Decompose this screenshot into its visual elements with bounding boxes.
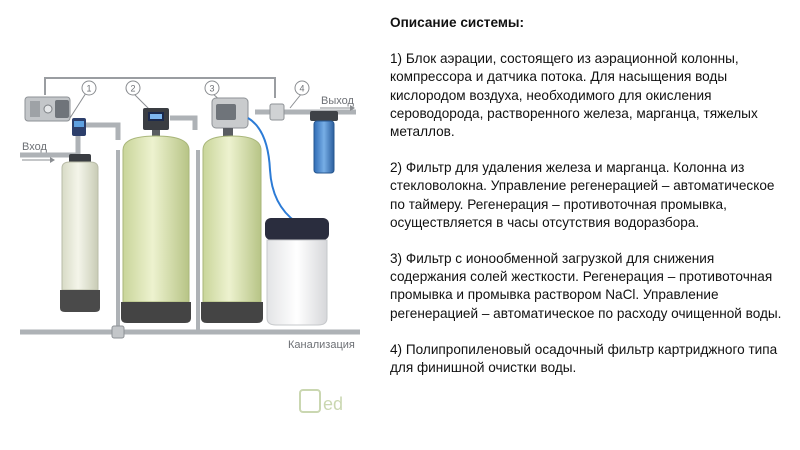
description-item-1: 1) Блок аэрации, состоящего из аэрационной колонны, компрессора и датчика потока. Для насыщения воды кислородом воздуха, необходимого для окисления сероводорода, растворенного железа, марганца, тяжелых металлов. bbox=[390, 51, 758, 140]
water-treatment-diagram bbox=[0, 0, 380, 450]
aeration-compressor bbox=[25, 97, 70, 121]
svg-text:ed: ed bbox=[323, 394, 344, 414]
inlet-arrow bbox=[22, 141, 55, 163]
svg-text:3: 3 bbox=[209, 83, 215, 94]
flow-sensor bbox=[72, 118, 86, 136]
marker-3 bbox=[205, 81, 219, 95]
description-item-2: 2) Фильтр для удаления железа и марганца. Колонна из стекловолокна. Управление регенерацией – автоматическое по таймеру. Регенерация – противоточная промывка, осуществляется в часы отсутствия водоразбора. bbox=[390, 160, 775, 230]
drain-fitting bbox=[112, 326, 124, 338]
svg-text:4: 4 bbox=[299, 83, 305, 94]
marker-2 bbox=[126, 81, 140, 95]
description-item-3: 3) Фильтр с ионообменной загрузкой для снижения содержания солей жесткости. Регенерация – противоточная промывка и промывка раствором NaCl. Управление регенерацией – автоматическое по расходу очищенной воды. bbox=[390, 251, 782, 321]
description-item-4: 4) Полипропиленовый осадочный фильтр картриджного типа для финишной очистки воды. bbox=[390, 341, 778, 376]
outlet-label: Выход bbox=[321, 95, 354, 107]
brine-tank bbox=[265, 218, 329, 325]
filter-iron-manganese bbox=[121, 108, 191, 323]
aeration-column bbox=[60, 154, 100, 312]
drain-label: Канализация bbox=[288, 339, 355, 351]
filter-ion-exchange bbox=[201, 98, 263, 323]
description-title: Описание системы: bbox=[390, 15, 525, 30]
outlet-arrow bbox=[320, 95, 355, 111]
marker-1 bbox=[82, 81, 96, 95]
system-description bbox=[390, 14, 788, 395]
bypass-line bbox=[45, 78, 275, 98]
svg-text:2: 2 bbox=[130, 83, 136, 94]
marker-4 bbox=[295, 81, 309, 95]
watermark-logo bbox=[300, 390, 343, 414]
pipe-filter2-to-filter3 bbox=[170, 118, 195, 130]
svg-text:1: 1 bbox=[86, 83, 92, 94]
inlet-label: Вход bbox=[22, 141, 47, 153]
drain-arrow bbox=[288, 339, 355, 351]
